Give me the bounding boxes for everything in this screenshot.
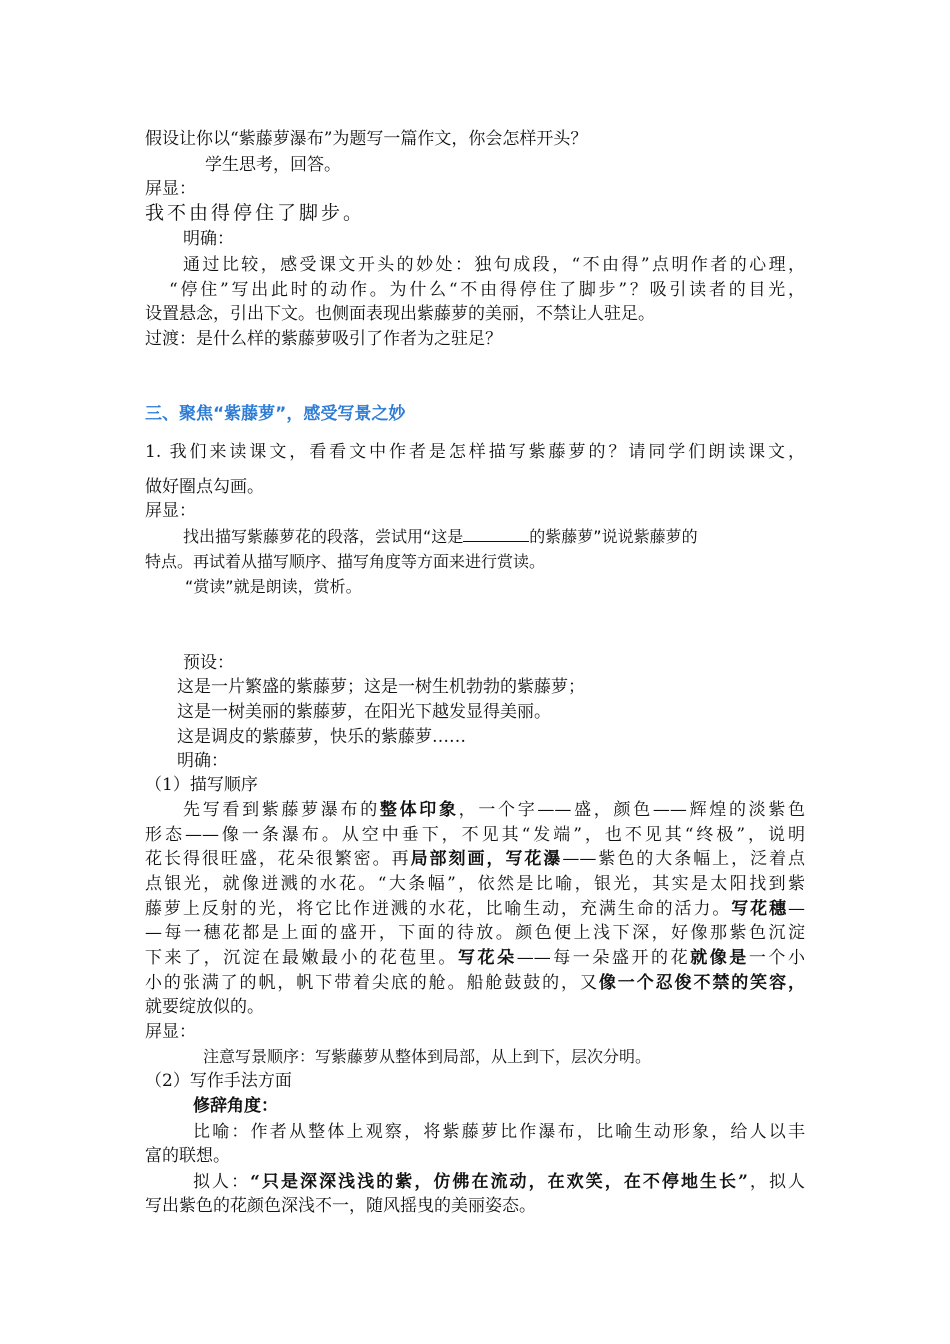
- task-line: 1. 我们来读课文，看看文中作者是怎样描写紫藤萝的？请同学们朗读课文，: [145, 442, 805, 462]
- transition-line: 过渡：是什么样的紫藤萝吸引了作者为之驻足？: [145, 329, 502, 349]
- analysis-line: 点银光，就像迸溅的水花。“大条幅”，依然是比喻，银光，其实是太阳找到紫: [145, 874, 805, 894]
- analysis-line: 形态——像一条瀑布。从空中垂下，不见其“发端”，也不见其“终极”，说明: [145, 825, 805, 845]
- display-sentence: 我不由得停住了脚步。: [145, 202, 366, 224]
- fill-blank: [463, 527, 529, 542]
- analysis-line: 先写看到紫藤萝瀑布的整体印象，一个字——盛，颜色——辉煌的淡紫色: [183, 800, 806, 820]
- rhetoric-label: 修辞角度：: [193, 1096, 278, 1116]
- display-summary: 注意写景顺序：写紫藤萝从整体到局部，从上到下，层次分明。: [203, 1047, 652, 1066]
- screen-display-label: 屏显：: [145, 1022, 196, 1042]
- display-note: “赏读”就是朗读，赏析。: [185, 577, 362, 596]
- screen-display-label: 屏显：: [145, 179, 196, 199]
- preset-line: 这是一片繁盛的紫藤萝；这是一树生机勃勃的紫藤萝；: [177, 677, 585, 697]
- question-line: 假设让你以“紫藤萝瀑布”为题写一篇作文，你会怎样开头？: [145, 129, 588, 149]
- paragraph-line: 通过比较，感受课文开头的妙处：独句成段，“不由得”点明作者的心理，: [183, 255, 805, 275]
- task-line: 做好圈点勾画。: [145, 477, 264, 497]
- display-instruction: 特点。再试着从描写顺序、描写角度等方面来进行赏读。: [145, 552, 546, 571]
- paragraph-line: 设置悬念，引出下文。也侧面表现出紫藤萝的美丽，不禁让人驻足。: [145, 304, 655, 324]
- metaphor-line: 比喻：作者从整体上观察，将紫藤萝比作瀑布，比喻生动形象，给人以丰: [193, 1122, 805, 1142]
- subheading-technique: （2）写作手法方面: [145, 1071, 292, 1091]
- paragraph-line: “停住”写出此时的动作。为什么“不由得停住了脚步”？吸引读者的目光，: [169, 280, 805, 300]
- analysis-line: —每一穗花都是上面的盛开，下面的待放。颜色便上浅下深，好像那紫色沉淀: [145, 923, 805, 943]
- preset-line: 这是一树美丽的紫藤萝，在阳光下越发显得美丽。: [177, 702, 551, 722]
- analysis-line: 下来了，沉淀在最嫩最小的花苞里。写花朵——每一朵盛开的花就像是一个小: [145, 948, 805, 968]
- analysis-line: 小的张满了的帆，帆下带着尖底的舱。船舱鼓鼓的，又像一个忍俊不禁的笑容，: [145, 973, 806, 993]
- display-instruction: 找出描写紫藤萝花的段落，尝试用“这是 的紫藤萝”说说紫藤萝的: [183, 527, 698, 546]
- personification-line: 拟人：“只是深深浅浅的紫，仿佛在流动，在欢笑，在不停地生长”，拟人: [193, 1172, 806, 1192]
- analysis-line: 花长得很旺盛，花朵很繁密。再局部刻画，写花瀑——紫色的大条幅上，泛着点: [145, 849, 806, 869]
- personification-line: 写出紫色的花颜色深浅不一，随风摇曳的美丽姿态。: [145, 1196, 536, 1216]
- analysis-line: 藤萝上反射的光，将它比作迸溅的水花，比喻生动，充满生命的活力。写花穗—: [145, 899, 806, 919]
- screen-display-label: 屏显：: [145, 501, 196, 521]
- section-heading: 三、聚焦“紫藤萝”，感受写景之妙: [145, 404, 406, 424]
- student-response: 学生思考，回答。: [205, 155, 341, 175]
- subheading-order: （1）描写顺序: [145, 775, 258, 795]
- analysis-line: 就要绽放似的。: [145, 997, 264, 1017]
- metaphor-line: 富的联想。: [145, 1146, 230, 1166]
- clarify-label: 明确：: [183, 229, 234, 249]
- preset-label: 预设：: [183, 653, 234, 673]
- clarify-label: 明确：: [177, 751, 228, 771]
- preset-line: 这是调皮的紫藤萝，快乐的紫藤萝……: [177, 727, 466, 747]
